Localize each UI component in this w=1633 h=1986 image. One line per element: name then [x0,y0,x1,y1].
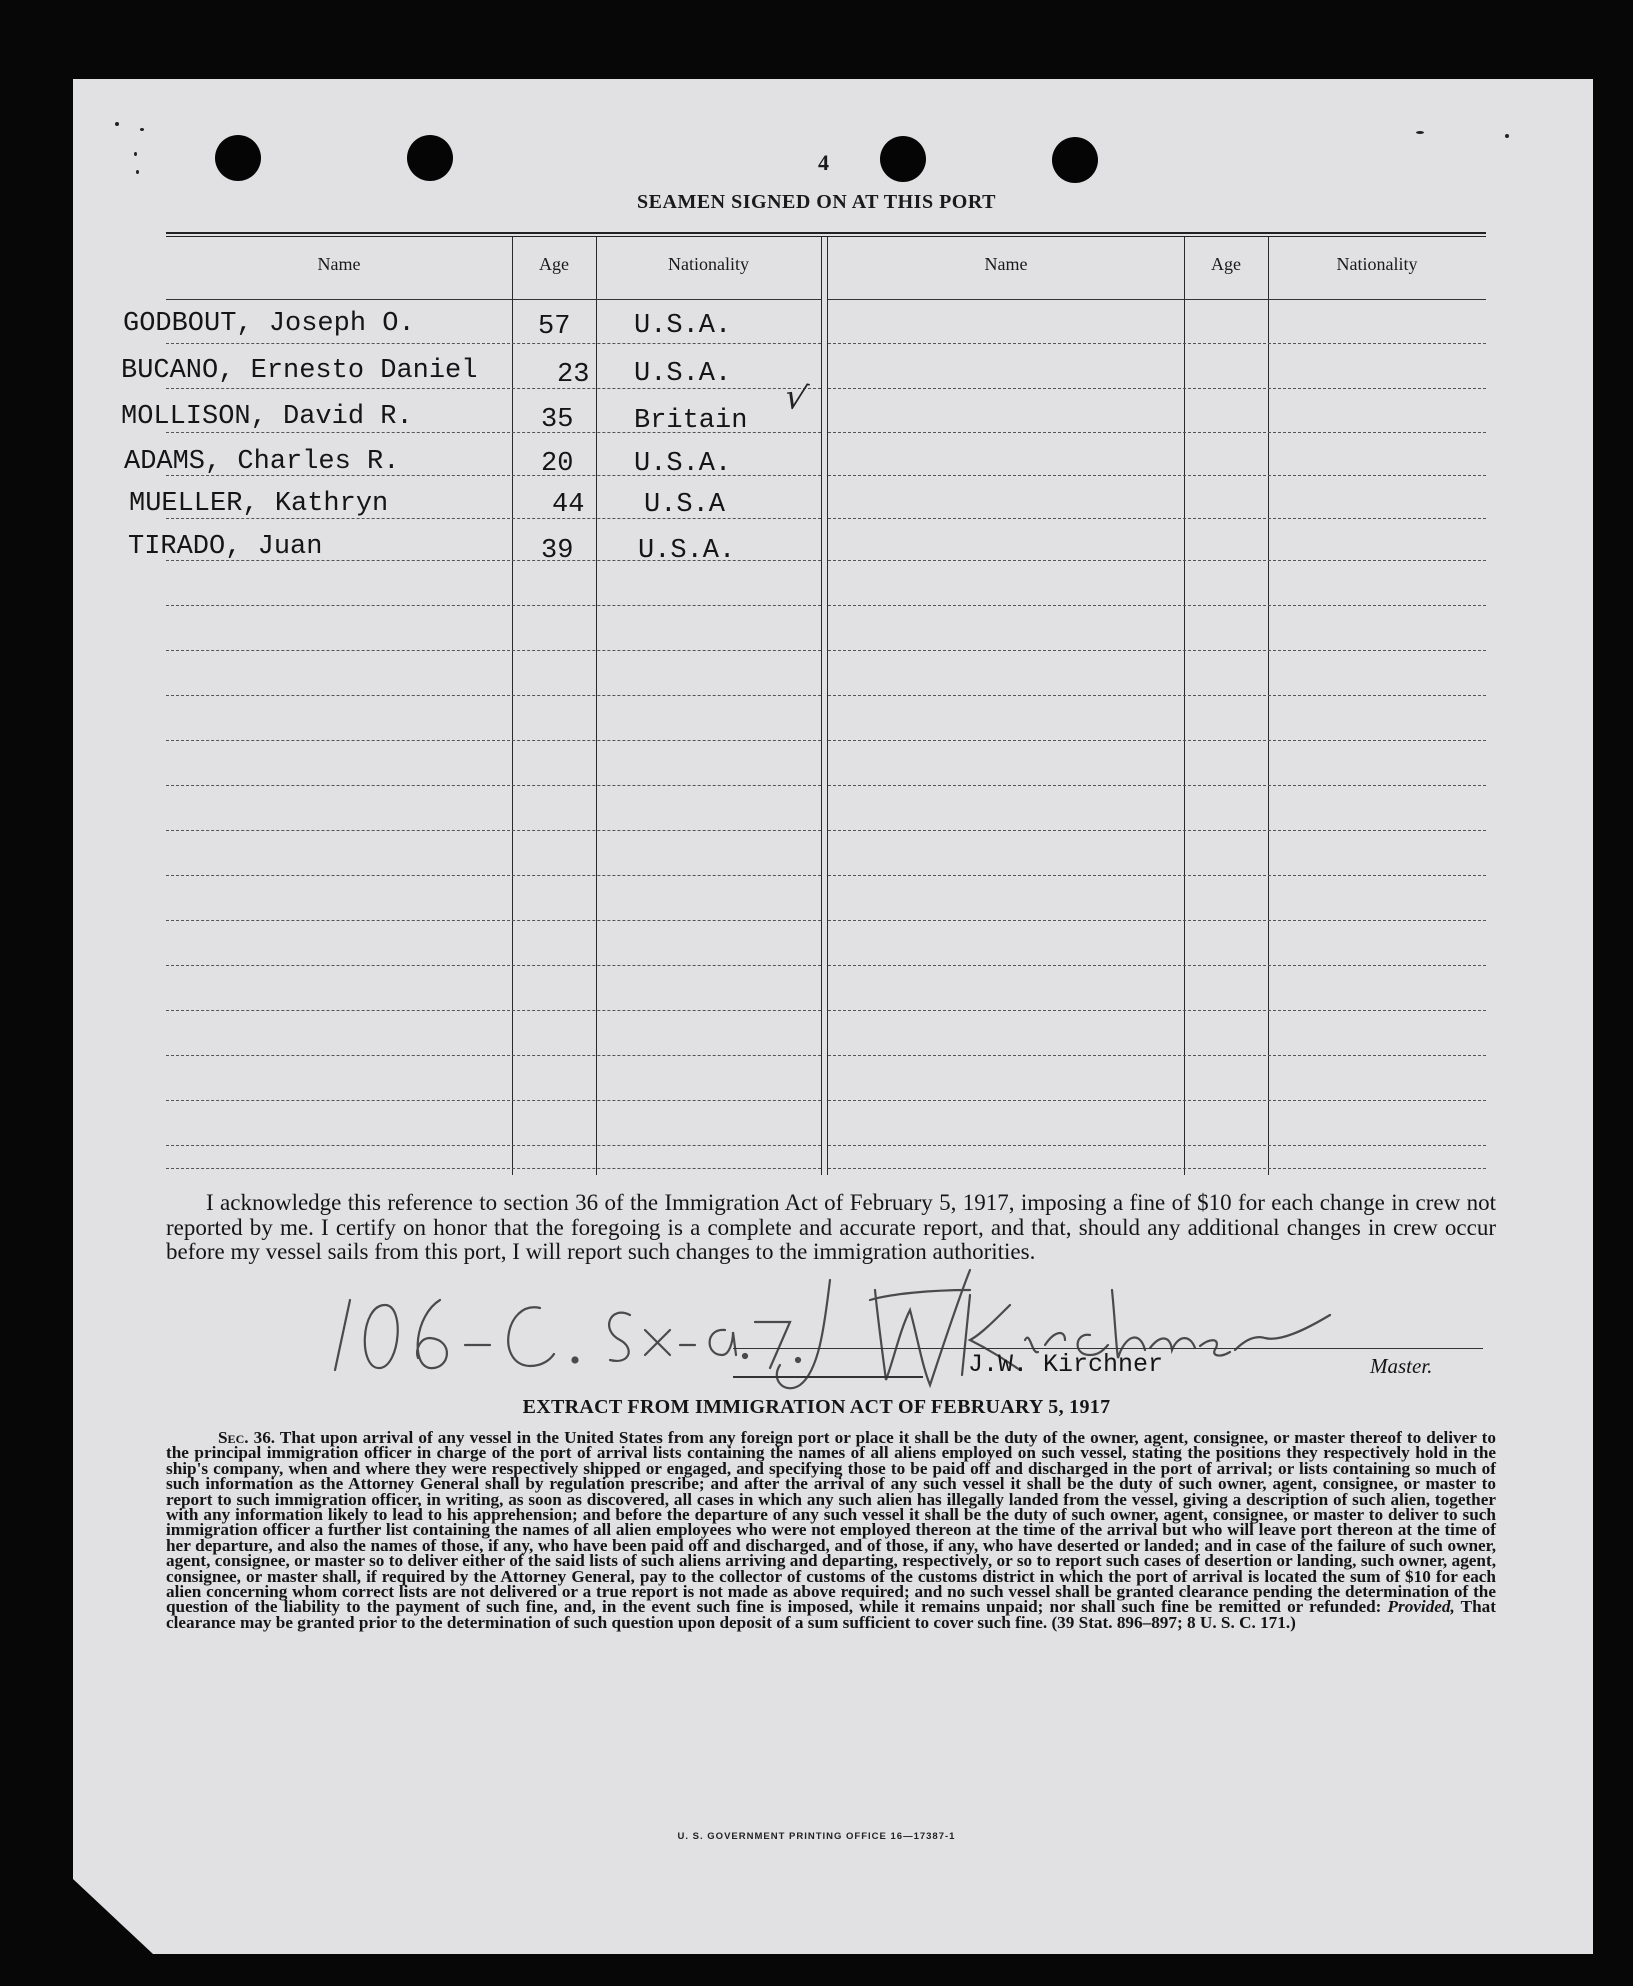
row-line [166,965,821,966]
header-age-left: Age [539,254,569,274]
row-nationality: U.S.A [644,490,726,520]
row-line [828,388,1486,389]
row-line [828,1168,1486,1169]
row-age: 44 [552,490,585,520]
row-line [166,1145,821,1146]
signature-line [733,1348,1483,1349]
row-line [828,875,1486,876]
row-name: ADAMS, Charles R. [124,447,400,477]
row-line [828,1055,1486,1056]
header-nationality-left: Nationality [668,254,749,274]
row-line [166,695,821,696]
row-line [166,830,821,831]
column-divider [596,237,597,1175]
header-name-left: Name [317,254,361,274]
column-divider [1184,237,1185,1175]
center-divider [821,237,828,1175]
paper-speck [1416,131,1424,134]
section-body: That upon arrival of any vessel in the United States from any foreign port or place it shall be the duty of the owner, agent, consignee, or master thereof to deliver to the principal immigration officer in charge of the port of arrival lists containing the names of all aliens employed on such vessel, stating the positions they respectively hold in the ship's company, when and where they were respectively shipped or engaged, and specifying those to be paid off and discharged in the port of arrival; or lists containing so much of such information as the Attorney General shall by regulation prescribe; and after the arrival of any such vessel it shall be the duty of such owner, agent, consignee, or master to report to such immigration officer, in writing, as soon as discovered, all cases in which any such alien has illegally landed from the vessel, giving a description of such alien, together with any information likely to lead to his apprehension; and before the departure of any such vessel it shall be the duty of such owner, agent, consignee, or master to deliver to such immigration officer a further list containing the names of all alien employees who were not employed thereon at the time of the arrival but who will leave port thereon at the time of her departure, and also the names of those, if any, who have been paid off and discharged, and of those, if any, who have deserted or landed; and in case of the failure of such owner, agent, consignee, or master so to deliver either of the said lists of such aliens arriving and departing, respectively, or so to report such cases of desertion or landing, such owner, agent, consignee, or master shall, if required by the Attorney General, pay to the collector of customs of the customs district in which the port of arrival is located the sum of $10 for each alien concerning whom correct lists are not delivered or a true report is not made as above required; and no such vessel shall be granted clearance pending the determination of the question of the liability to the payment of such fine, and, in the event such fine is imposed, while it remains unpaid; nor shall such fine be remitted or refunded: [166,1428,1496,1617]
section-body-end: That clearance may be granted prior to the determination of such question upon deposit of a sum sufficient to cover such fine. (39 Stat. 896–897; 8 U. S. C. 171.) [166,1597,1496,1632]
row-line [828,560,1486,561]
row-line [166,875,821,876]
row-line [828,830,1486,831]
row-line [828,1145,1486,1146]
row-line [166,740,821,741]
row-line [828,920,1486,921]
row-age: 57 [538,312,571,342]
header-nationality-right: Nationality [1336,254,1418,274]
row-age: 20 [541,449,574,479]
row-line [828,343,1486,344]
row-line [166,650,821,651]
header-underline [828,299,1486,300]
row-line [828,475,1486,476]
section-36-text [166,1430,1496,1630]
row-name: MOLLISON, David R. [121,402,413,432]
row-line [828,1010,1486,1011]
row-name: TIRADO, Juan [128,532,323,562]
extract-title: EXTRACT FROM IMMIGRATION ACT OF FEBRUARY 5, 1917 [522,1396,1111,1418]
handwritten-signature [330,1260,1340,1400]
row-line [166,1055,821,1056]
printing-office-footer: U. S. GOVERNMENT PRINTING OFFICE 16—17387-1 [677,1831,956,1842]
header-age-right: Age [1211,254,1241,274]
row-name: GODBOUT, Joseph O. [123,309,415,339]
row-age: 23 [557,360,590,390]
row-line [828,518,1486,519]
row-nationality: U.S.A. [634,311,732,341]
row-nationality: U.S.A. [634,359,732,389]
paper-speck [140,128,144,131]
punch-hole [407,135,453,181]
row-line [828,650,1486,651]
row-line [166,785,821,786]
row-line [828,605,1486,606]
column-divider [512,237,513,1175]
row-line [828,740,1486,741]
row-line [166,920,821,921]
punch-hole [1052,137,1098,183]
paper-speck [115,122,119,126]
punch-hole [215,135,261,181]
row-line [828,695,1486,696]
header-name-right: Name [984,254,1028,274]
row-line [166,605,821,606]
row-line [166,1010,821,1011]
row-line [828,1100,1486,1101]
row-line [828,785,1486,786]
section-label: Sec. 36. [218,1428,276,1447]
row-nationality: Britain [634,406,748,436]
row-line [166,1168,821,1169]
page-title: SEAMEN SIGNED ON AT THIS PORT [637,191,996,213]
paper-speck [134,152,137,156]
master-label: Master. [1370,1354,1433,1378]
paper-speck [136,170,139,174]
provided-label: Provided, [1387,1597,1455,1617]
row-line [166,1100,821,1101]
punch-hole [880,136,926,182]
row-line [828,965,1486,966]
row-line [166,343,821,344]
column-divider [1268,237,1269,1175]
row-nationality: U.S.A. [634,449,732,479]
check-mark: √ [781,376,811,420]
row-age: 35 [541,405,574,435]
master-name: J.W. Kirchner [968,1350,1164,1379]
header-underline [166,299,821,300]
page-number: 4 [818,150,829,175]
row-line [828,432,1486,433]
row-nationality: U.S.A. [638,536,736,566]
row-name: MUELLER, Kathryn [129,489,389,519]
row-age: 39 [541,536,574,566]
acknowledgment-text: I acknowledge this reference to section 36 of the Immigration Act of February 5, 1917, imposing a fine of $10 for each change in crew not reported by me. I certify on honor that the foregoing is a complete and accurate report, and that, should any additional changes in crew occur before my vessel sails from this port, I will report such changes to the immigration authorities. [166,1190,1496,1264]
paper-speck [1505,134,1509,138]
row-name: BUCANO, Ernesto Daniel [121,356,478,386]
signature-dash [733,1376,923,1378]
